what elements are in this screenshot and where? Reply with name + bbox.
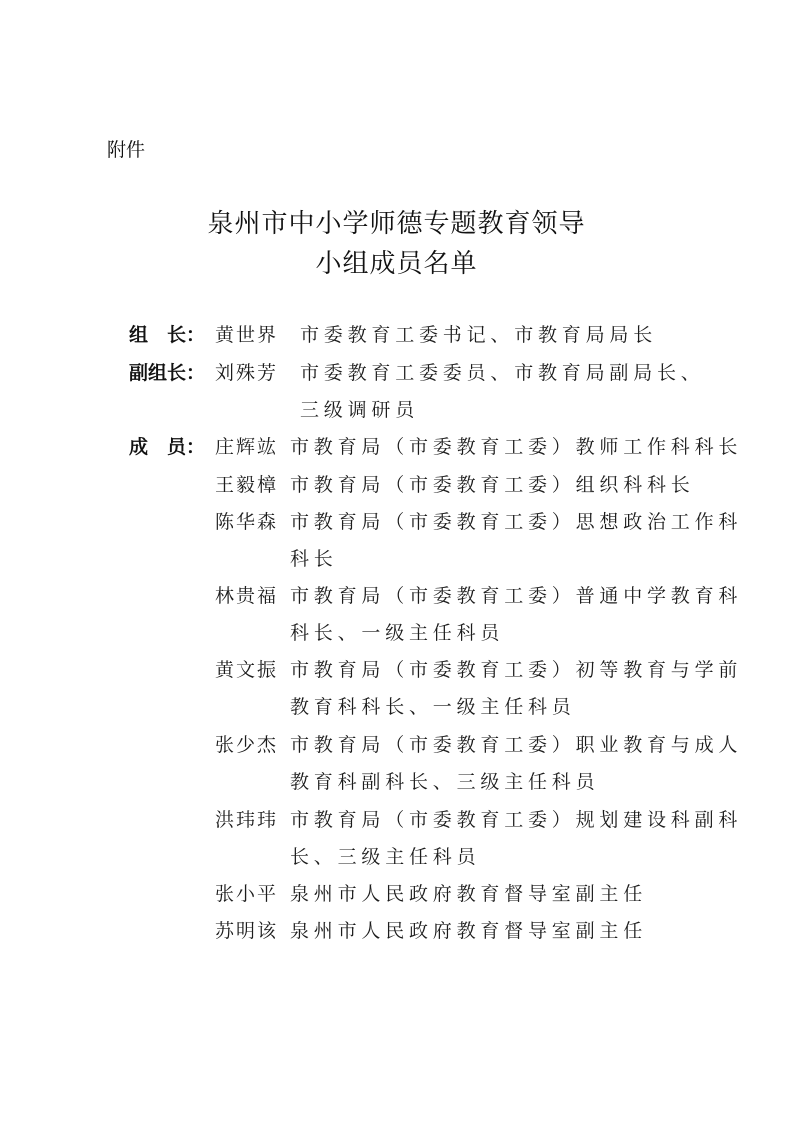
attachment-label: 附件 — [107, 139, 146, 161]
member-name: 苏明该 — [215, 920, 279, 942]
member-name: 王毅樟 — [215, 474, 279, 496]
member-duty-line-1: 市教育局（市委教育工委）规划建设科副科 — [290, 809, 743, 831]
member-duty-line-1: 泉州市人民政府教育督导室副主任 — [290, 883, 648, 905]
member-duty-line-2: 长、三级主任科员 — [290, 846, 481, 868]
leader-duty: 市委教育工委书记、市教育局局长 — [300, 324, 658, 346]
member-name: 张少杰 — [215, 734, 279, 756]
member-name: 林贵福 — [215, 585, 279, 607]
member-duty-line-2: 教育科副科长、三级主任科员 — [290, 771, 600, 793]
leader-name: 黄世界 — [215, 324, 279, 346]
members-label: 成 员： — [129, 436, 206, 458]
deputy-duty-line-1: 市委教育工委委员、市教育局副局长、 — [300, 362, 705, 384]
deputy-label: 副组长： — [129, 362, 206, 384]
member-duty-line-1: 市教育局（市委教育工委）思想政治工作科 — [290, 511, 743, 533]
member-duty-line-2: 教育科科长、一级主任科员 — [290, 696, 576, 718]
member-duty-line-1: 市教育局（市委教育工委）职业教育与成人 — [290, 734, 743, 756]
member-name: 庄辉竑 — [215, 436, 279, 458]
member-duty-line-2: 科长 — [290, 548, 338, 570]
document-title-line-1: 泉州市中小学师德专题教育领导 — [207, 209, 586, 239]
leader-label: 组 长： — [129, 324, 206, 346]
member-duty-line-1: 泉州市人民政府教育督导室副主任 — [290, 920, 648, 942]
document-title-line-2: 小组成员名单 — [315, 249, 478, 279]
member-name: 陈华森 — [215, 511, 279, 533]
member-duty-line-2: 科长、一级主任科员 — [290, 622, 505, 644]
member-name: 黄文振 — [215, 659, 279, 681]
member-duty-line-1: 市教育局（市委教育工委）初等教育与学前 — [290, 659, 743, 681]
member-duty-line-1: 市教育局（市委教育工委）普通中学教育科 — [290, 585, 743, 607]
deputy-duty-line-2: 三级调研员 — [300, 399, 420, 421]
deputy-name: 刘殊芳 — [215, 362, 279, 384]
member-duty-line-1: 市教育局（市委教育工委）组织科科长 — [290, 474, 695, 496]
member-duty-line-1: 市教育局（市委教育工委）教师工作科科长 — [290, 436, 743, 458]
member-name: 洪玮玮 — [215, 809, 279, 831]
member-name: 张小平 — [215, 883, 279, 905]
